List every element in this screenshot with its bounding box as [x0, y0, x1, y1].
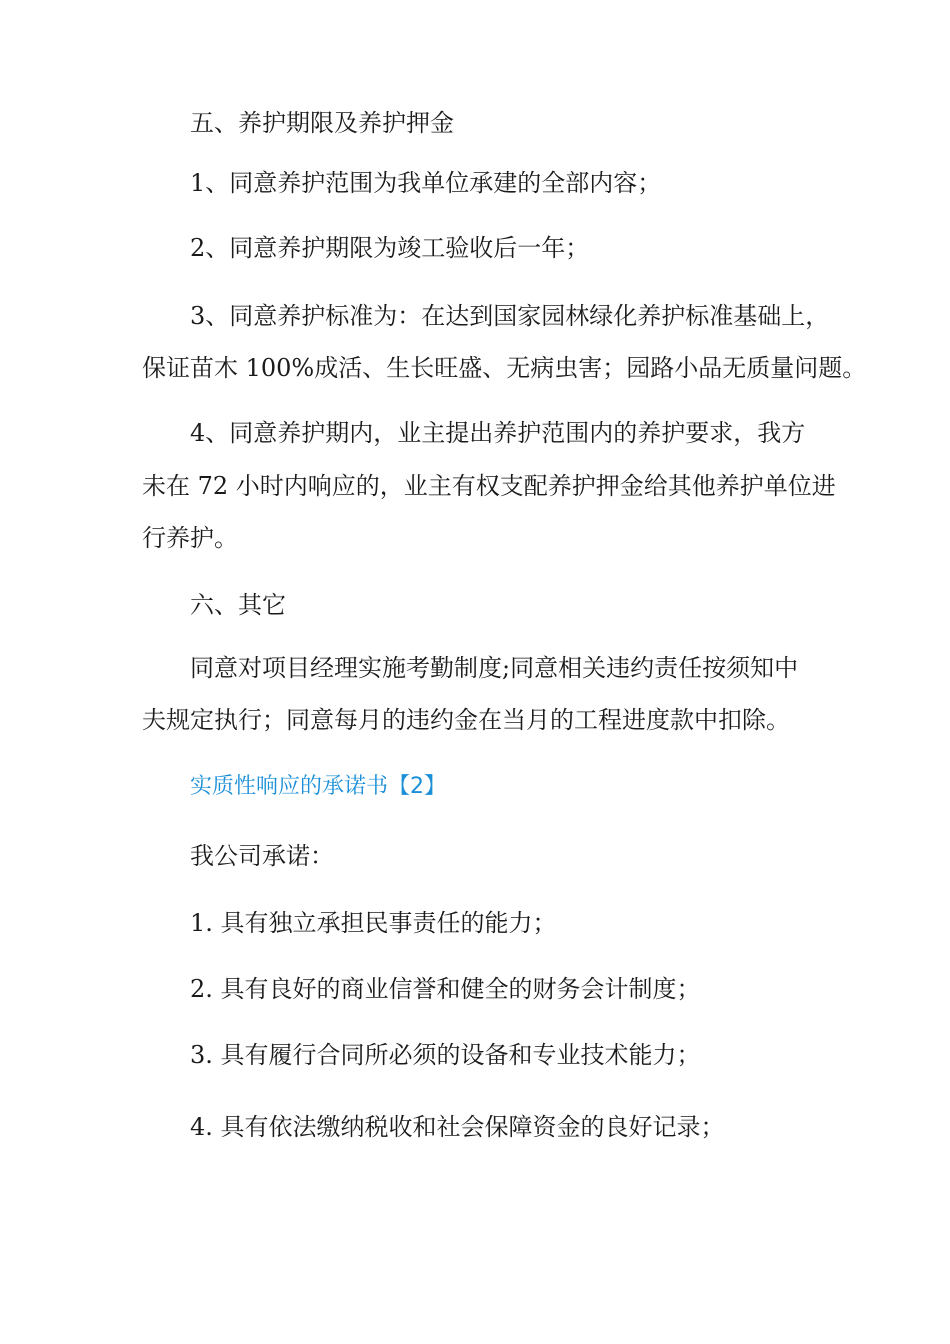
commitment-item-1: 1. 具有独立承担民事责任的能力； [190, 909, 557, 937]
paragraph-item-3-line1: 3、同意养护标准为：在达到国家园林绿化养护标准基础上， [190, 302, 830, 330]
paragraph-item-2: 2、同意养护期限为竣工验收后一年； [190, 234, 590, 262]
commitment-item-3: 3. 具有履行合同所必须的设备和专业技术能力； [190, 1041, 701, 1069]
commitment-intro: 我公司承诺： [190, 842, 334, 870]
paragraph-item-3-line2: 保证苗木 100%成活、生长旺盛、无病虫害；园路小品无质量问题。 [142, 354, 867, 382]
paragraph-item-4-line2: 未在 72 小时内响应的，业主有权支配养护押金给其他养护单位进 [142, 472, 836, 500]
section-heading-other: 六、其它 [190, 591, 286, 619]
paragraph-other-line2: 夫规定执行；同意每月的违约金在当月的工程进度款中扣除。 [142, 706, 790, 734]
paragraph-other-line1: 同意对项目经理实施考勤制度;同意相关违约责任按须知中 [190, 654, 799, 682]
section-heading-maintenance: 五、养护期限及养护押金 [190, 109, 454, 137]
section-title-link[interactable]: 实质性响应的承诺书【2】 [190, 774, 446, 799]
commitment-item-4: 4. 具有依法缴纳税收和社会保障资金的良好记录； [190, 1113, 725, 1141]
commitment-item-2: 2. 具有良好的商业信誉和健全的财务会计制度； [190, 975, 701, 1003]
paragraph-item-4-line1: 4、同意养护期内，业主提出养护范围内的养护要求，我方 [190, 419, 806, 447]
paragraph-item-4-line3: 行养护。 [142, 524, 238, 552]
paragraph-item-1: 1、同意养护范围为我单位承建的全部内容； [190, 169, 662, 197]
